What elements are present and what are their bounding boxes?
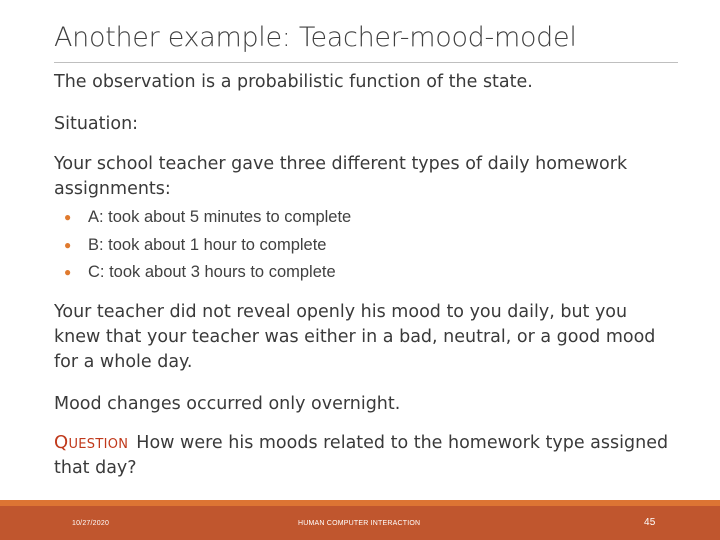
slide-title: Another example: Teacher-mood-model <box>54 22 577 53</box>
list-item-text: B: took about 1 hour to complete <box>88 235 327 254</box>
footer-course: HUMAN COMPUTER INTERACTION <box>298 520 421 527</box>
paragraph-mood-changes: Mood changes occurred only overnight. <box>54 394 401 414</box>
footer-bar <box>0 500 720 540</box>
bullet-icon: ● <box>64 265 72 279</box>
paragraph-situation: Situation: <box>54 114 139 134</box>
paragraph-question <box>54 430 694 481</box>
list-item-text: C: took about 3 hours to complete <box>88 263 336 281</box>
list-item-text: A: took about 5 minutes to complete <box>88 208 352 226</box>
bullet-icon: ● <box>64 210 72 224</box>
footer-date: 10/27/2020 <box>72 520 110 527</box>
paragraph-homework: Your school teacher gave three different types of daily homework assignments: <box>54 154 628 199</box>
list-item <box>54 204 351 232</box>
list-item <box>54 232 351 260</box>
question-label: Question <box>54 432 129 453</box>
title-divider <box>54 62 678 63</box>
footer-accent-stripe <box>0 500 720 506</box>
question-text: How were his moods related to the homework type assigned that day? <box>54 433 669 478</box>
paragraph-observation: The observation is a probabilistic function of the state. <box>54 72 533 92</box>
bullet-icon: ● <box>64 237 72 252</box>
homework-types-list <box>54 204 351 287</box>
page-number: 45 <box>644 517 656 528</box>
paragraph-mood: Your teacher did not reveal openly his mood to you daily, but you knew that your teacher was either in a bad, neutral, or a good mood for a whole day. <box>54 302 656 372</box>
list-item <box>54 259 351 287</box>
